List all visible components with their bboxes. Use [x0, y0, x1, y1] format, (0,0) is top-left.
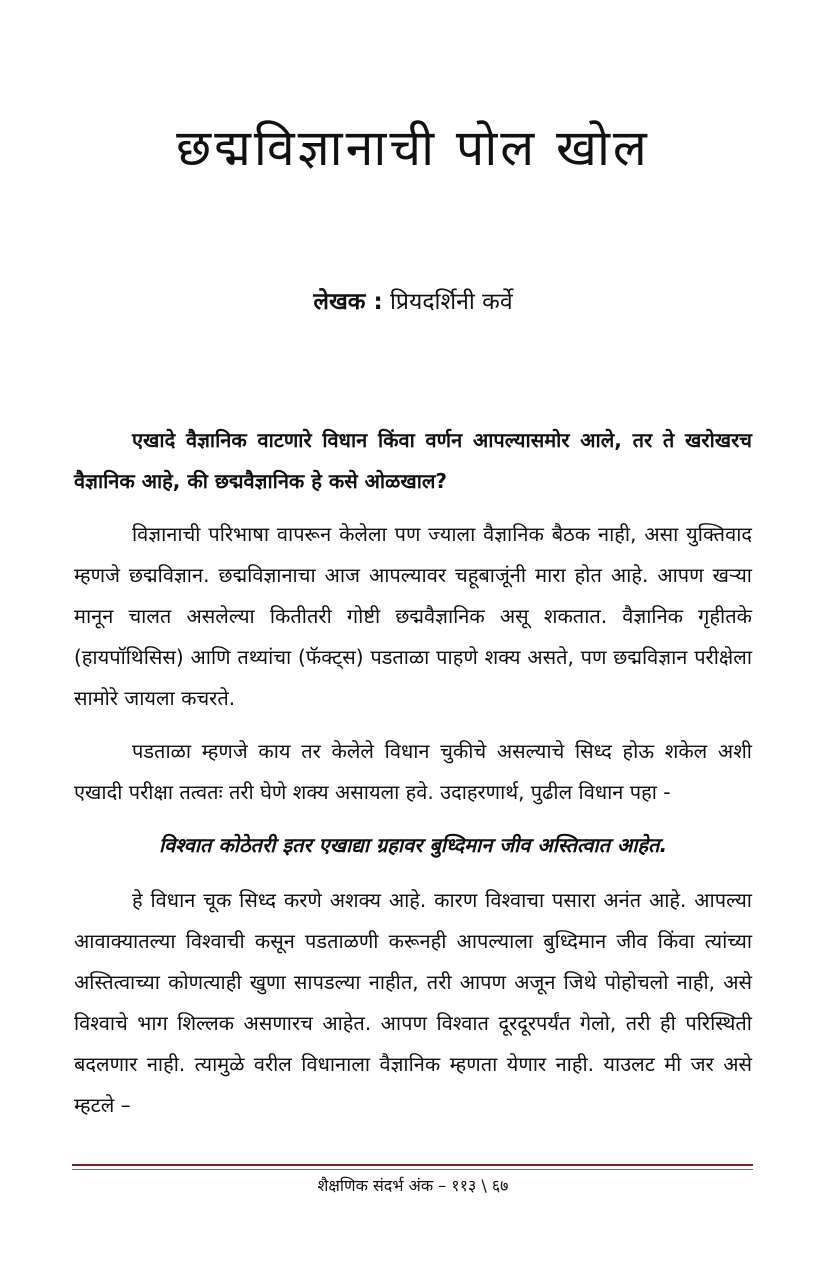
example-statement: विश्वात कोठेतरी इतर एखाद्या ग्रहावर बुध्दिमान जीव अस्तित्वात आहेत.: [158, 833, 668, 857]
footer-divider-bottom: [72, 1169, 753, 1170]
paragraph-pseudoscience-definition: विज्ञानाची परिभाषा वापरून केलेला पण ज्याला वैज्ञानिक बैठक नाही, असा युक्तिवाद म्हणजे छद्मविज्ञान. छद्मविज्ञानाचा आज आपल्यावर चहूबाजूंनी मारा होत आहे. आपण खऱ्या मानून चालत असलेल्या कितीतरी गोष्टी छद्मवैज्ञानिक असू शकतात. वैज्ञानिक गृहीतके (हायपॉथिसिस) आणि तथ्यांचा (फॅक्ट्स) पडताळा पाहणे शक्य असते, पण छद्मविज्ञान परीक्षेला सामोरे जायला कचरते.: [74, 522, 752, 710]
footer-divider-top: [72, 1164, 753, 1166]
article-body: [74, 420, 752, 1138]
paragraph-explanation: हे विधान चूक सिध्द करणे अशक्य आहे. कारण विश्वाचा पसारा अनंत आहे. आपल्या आवाक्यातल्या विश्वाची कसून पडताळणी करूनही आपल्याला बुध्दिमान जीव किंवा त्यांच्या अस्तित्वाच्या कोणत्याही खुणा सापडल्या नाहीत, तरी आपण अजून जिथे पोहोचलो नाही, असे विश्वाचे भाग शिल्लक असणारच आहेत. आपण विश्वात दूरदूरपर्यंत गेलो, तरी ही परिस्थिती बदलणार नाही. त्यामुळे वरील विधानाला वैज्ञानिक म्हणता येणार नाही. याउलट मी जर असे म्हटले –: [74, 888, 752, 1117]
author-name: प्रियदर्शिनी कर्वे: [389, 289, 513, 315]
author-label: लेखक :: [313, 289, 383, 315]
page-title: छद्मविज्ञानाची पोल खोल: [176, 119, 650, 177]
lead-question: एखादे वैज्ञानिक वाटणारे विधान किंवा वर्णन आपल्यासमोर आले, तर ते खरोखरच वैज्ञानिक आहे, की छद्मवैज्ञानिक हे कसे ओळखाल?: [74, 428, 752, 493]
paragraph-verification: पडताळा म्हणजे काय तर केलेले विधान चुकीचे असल्याचे सिध्द होऊ शकेल अशी एखादी परीक्षा तत्वतः तरी घेणे शक्य असायला हवे. उदाहरणार्थ, पुढील विधान पहा -: [74, 739, 752, 804]
author-line: [0, 284, 826, 316]
page-footer: शैक्षणिक संदर्भ अंक – ११३ \ ६७: [317, 1176, 509, 1195]
